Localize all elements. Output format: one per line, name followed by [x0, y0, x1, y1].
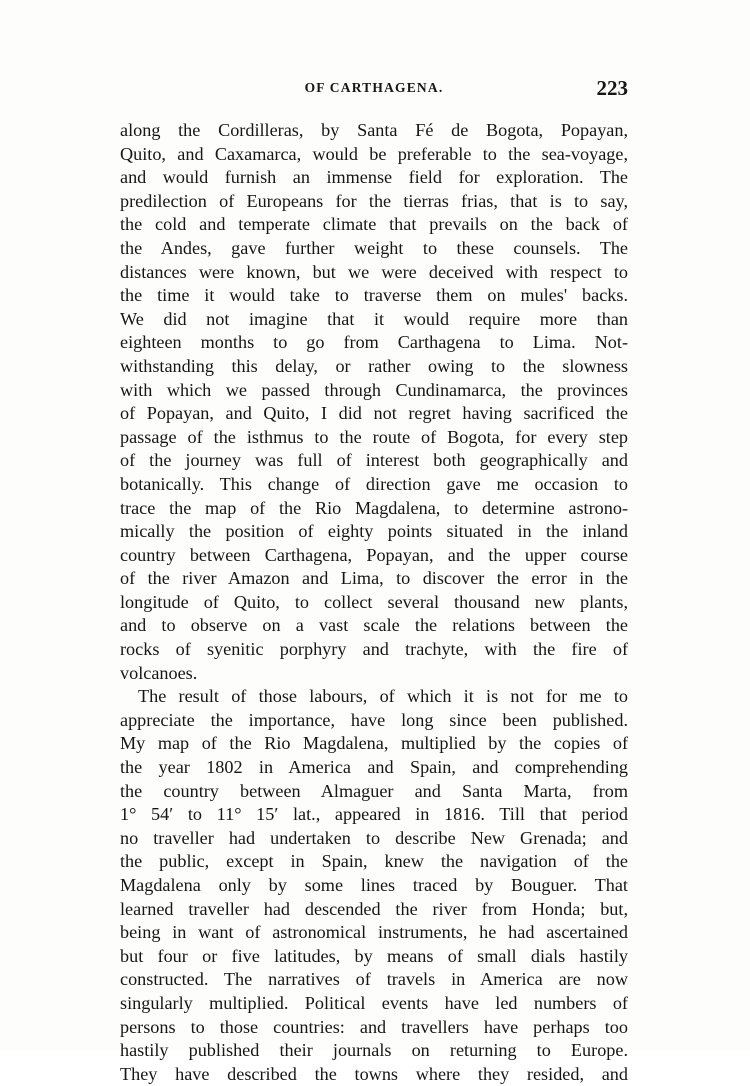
text-line: passage of the isthmus to the route of Bogota, for every step: [120, 426, 628, 447]
text-line: botanically. This change of direction gave me occasion to: [120, 473, 628, 494]
text-line: no traveller had undertaken to describe New Grenada; and: [120, 827, 628, 848]
text-line: constructed. The narratives of travels in America are now: [120, 969, 628, 990]
text-line: hastily published their journals on returning to Europe.: [120, 1040, 628, 1061]
text-line: the Andes, gave further weight to these counsels. The: [120, 237, 628, 258]
text-line: 1° 54′ to 11° 15′ lat., appeared in 1816. Till that period: [120, 804, 628, 825]
text-line: and would furnish an immense field for exploration. The: [120, 167, 628, 188]
text-line: the year 1802 in America and Spain, and comprehending: [120, 757, 628, 778]
text-line: mically the position of eighty points situated in the inland: [120, 521, 628, 542]
text-line: They have described the towns where they resided, and: [120, 1063, 628, 1084]
page-number: 223: [596, 76, 628, 100]
text-line: learned traveller had descended the river from Honda; but,: [120, 898, 628, 919]
text-line: eighteen months to go from Carthagena to Lima. Not-: [120, 332, 628, 353]
body-text: [120, 119, 628, 1086]
text-line: rocks of syenitic porphyry and trachyte, with the fire of: [120, 639, 628, 660]
text-line: the cold and temperate climate that prevails on the back of: [120, 214, 628, 235]
text-line: along the Cordilleras, by Santa Fé de Bogota, Popayan,: [120, 120, 628, 140]
text-line: being in want of astronomical instruments, he had ascertained: [120, 922, 628, 943]
text-line: and to observe on a vast scale the relations between the: [120, 615, 628, 636]
text-line: Quito, and Caxamarca, would be preferable to the sea-voyage,: [120, 143, 628, 164]
text-line: My map of the Rio Magdalena, multiplied by the copies of: [120, 733, 628, 754]
paragraph-start-line: The result of those labours, of which it is not for me to: [138, 686, 628, 707]
text-line: the country between Almaguer and Santa Marta, from: [120, 780, 628, 801]
text-line: the public, except in Spain, knew the navigation of the: [120, 851, 628, 872]
text-line: singularly multiplied. Political events have led numbers of: [120, 992, 628, 1013]
text-line: withstanding this delay, or rather owing to the slowness: [120, 355, 628, 376]
text-line: the time it would take to traverse them on mules' backs.: [120, 285, 628, 306]
text-line: with which we passed through Cundinamarca, the provinces: [120, 379, 628, 400]
paragraph-end-line: volcanoes.: [120, 662, 198, 683]
text-line: country between Carthagena, Popayan, and the upper course: [120, 544, 628, 565]
text-line: We did not imagine that it would require more than: [120, 308, 628, 329]
running-head: [120, 76, 628, 102]
running-title: OF CARTHAGENA.: [304, 80, 444, 95]
text-line: of the river Amazon and Lima, to discover the error in the: [120, 568, 628, 589]
text-line: Magdalena only by some lines traced by Bouguer. That: [120, 875, 628, 895]
text-line: but four or five latitudes, by means of small dials hastily: [120, 945, 628, 966]
text-line: of the journey was full of interest both geographically and: [120, 450, 628, 471]
text-line: persons to those countries: and travellers have perhaps too: [120, 1016, 628, 1037]
text-line: distances were known, but we were deceived with respect to: [120, 261, 628, 282]
text-line: predilection of Europeans for the tierras frias, that is to say,: [120, 190, 628, 211]
text-line: of Popayan, and Quito, I did not regret having sacrificed the: [120, 403, 628, 424]
text-line: trace the map of the Rio Magdalena, to determine astrono-: [120, 497, 628, 518]
text-line: appreciate the importance, have long since been published.: [120, 709, 628, 730]
text-line: longitude of Quito, to collect several thousand new plants,: [120, 591, 628, 612]
